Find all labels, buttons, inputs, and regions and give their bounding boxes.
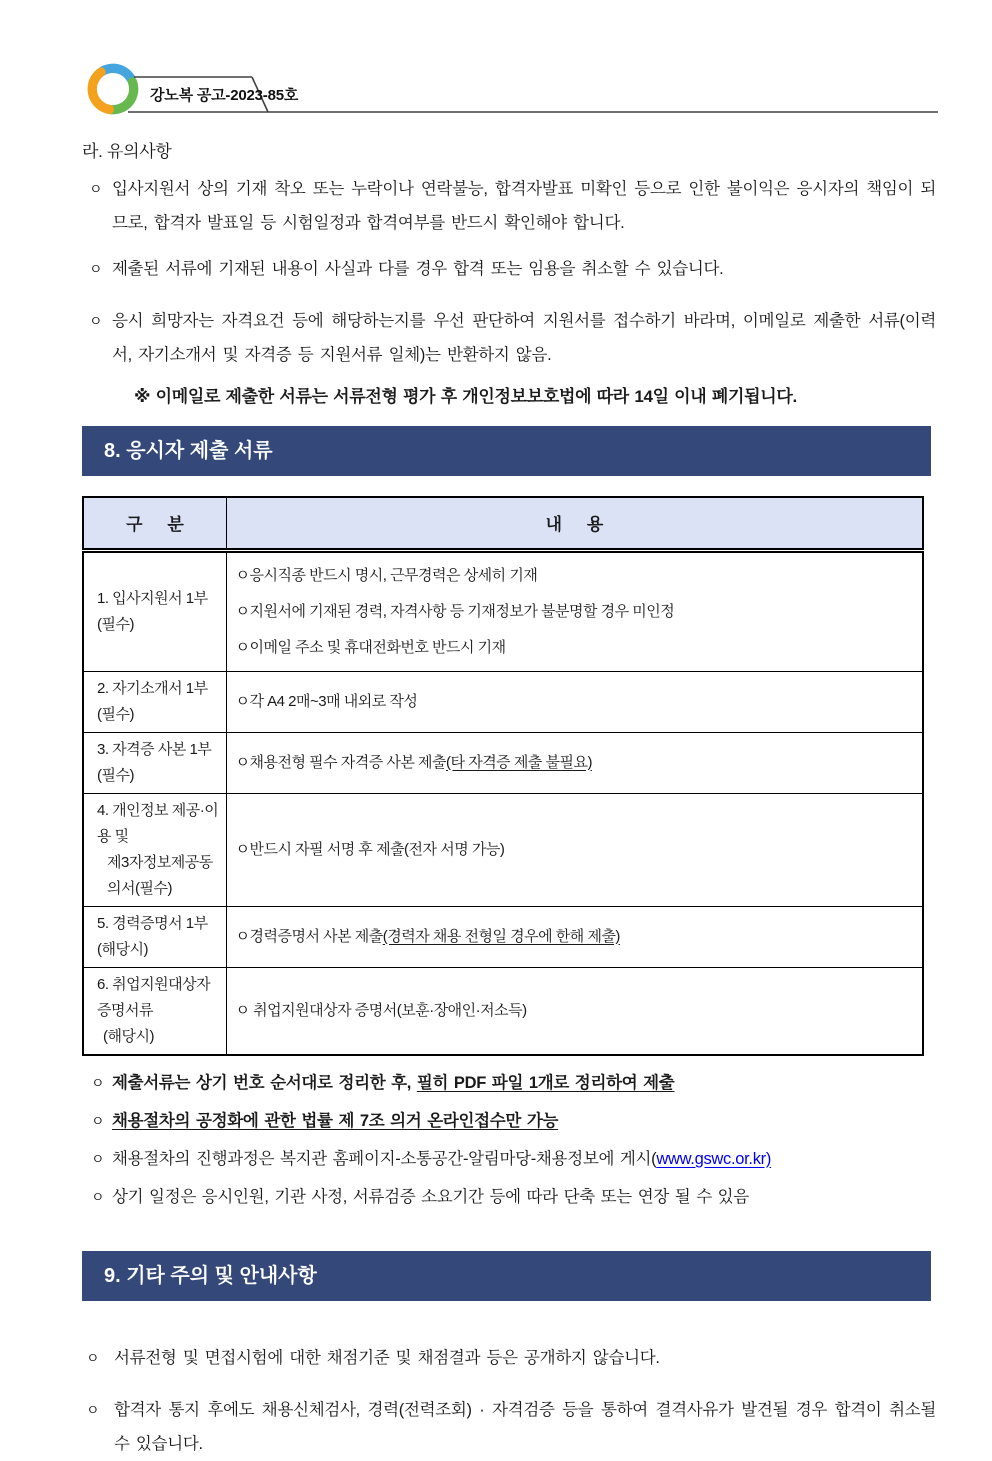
section9-items bbox=[82, 1341, 936, 1461]
content-text: ㅇ채용전형 필수 자격증 사본 제출 bbox=[235, 753, 447, 771]
bullet-marker: ㅇ bbox=[86, 1401, 100, 1418]
footnote-text-underlined: 필히 PDF 파일 1개로 정리하여 제출 bbox=[416, 1073, 675, 1092]
footnote-text-plain: 제출서류는 상기 번호 순서대로 정리한 후, bbox=[112, 1073, 417, 1092]
content-cell: ㅇ반드시 자필 서명 후 제출(전자 서명 가능) bbox=[226, 793, 923, 906]
category-line: 제3자정보제공동의서(필수) bbox=[107, 853, 213, 897]
table-row bbox=[83, 550, 923, 671]
bullet-marker: ㅇ bbox=[89, 181, 103, 197]
note-item bbox=[82, 304, 936, 372]
table-row bbox=[83, 671, 923, 732]
note-text: 서류전형 및 면접시험에 대한 채점기준 및 채점결과 등은 공개하지 않습니다. bbox=[114, 1348, 660, 1367]
section9-title-bar bbox=[82, 1251, 931, 1301]
submission-documents-table bbox=[82, 496, 924, 1056]
bullet-marker: ㅇ bbox=[91, 1112, 105, 1129]
category-cell bbox=[83, 793, 226, 906]
content-cell bbox=[226, 550, 923, 671]
note-text: 입사지원서 상의 기재 착오 또는 누락이나 연락불능, 합격자발표 미확인 등으로 인한 불이익은 응시자의 책임이 되므로, 합격자 발표일 등 시험일정과 합격여부를 반드시 확인해야 합니다. bbox=[112, 180, 936, 232]
section9-title: 9. 기타 주의 및 안내사항 bbox=[104, 1264, 317, 1287]
footnote-item bbox=[82, 1108, 936, 1135]
footnote-text bbox=[112, 1146, 936, 1173]
content-underlined: (타 자격증 제출 불필요) bbox=[446, 753, 592, 771]
content-cell: ㅇ 취업지원대상자 증명서(보훈·장애인·저소득) bbox=[226, 967, 923, 1055]
email-retention-warning: ※ 이메일로 제출한 서류는 서류전형 평가 후 개인정보보호법에 따라 14일 이내 폐기됩니다. bbox=[134, 387, 797, 406]
website-link[interactable]: www.gswc.or.kr) bbox=[656, 1149, 772, 1168]
category-cell: 5. 경력증명서 1부(해당시) bbox=[83, 906, 226, 967]
bullet-marker: ㅇ bbox=[91, 1188, 105, 1205]
bullet-marker: ㅇ bbox=[89, 261, 103, 277]
section8-title-bar bbox=[82, 426, 931, 476]
col-header-content: 내 용 bbox=[226, 497, 923, 550]
category-cell: 3. 자격증 사본 1부 (필수) bbox=[83, 732, 226, 793]
table-header-row bbox=[83, 497, 923, 550]
col-header-category: 구 분 bbox=[83, 497, 226, 550]
content-line: ㅇ지원서에 기재된 경력, 자격사항 등 기재정보가 불분명할 경우 미인정 bbox=[235, 602, 675, 620]
footnote-text bbox=[112, 1108, 936, 1135]
note-item bbox=[82, 1341, 936, 1375]
content-underlined: (경력자 채용 전형일 경우에 한해 제출) bbox=[382, 927, 620, 945]
table-row bbox=[83, 793, 923, 906]
category-line: 6. 취업지원대상자 증명서류 bbox=[97, 975, 211, 1019]
note-text: 합격자 통지 후에도 채용신체검사, 경력(전력조회) · 자격검증 등을 통하여 결격사유가 발견될 경우 합격이 취소될 수 있습니다. bbox=[114, 1400, 936, 1453]
note-item bbox=[82, 1393, 936, 1461]
category-cell: 1. 입사지원서 1부(필수) bbox=[83, 550, 226, 671]
category-line: 4. 개인정보 제공·이용 및 bbox=[97, 801, 219, 845]
section8-title: 8. 응시자 제출 서류 bbox=[104, 440, 273, 462]
bullet-marker: ㅇ bbox=[86, 1349, 100, 1366]
content-line: ㅇ응시직종 반드시 명시, 근무경력은 상세히 기재 bbox=[235, 566, 538, 584]
category-cell bbox=[83, 967, 226, 1055]
category-cell: 2. 자기소개서 1부 (필수) bbox=[83, 671, 226, 732]
note-text: 응시 희망자는 자격요건 등에 해당하는지를 우선 판단하여 지원서를 접수하기 바라며, 이메일로 제출한 서류(이력서, 자기소개서 및 자격증 등 지원서류 일체)는 반환하지 않음. bbox=[112, 312, 936, 364]
content-cell: ㅇ각 A4 2매~3매 내외로 작성 bbox=[226, 671, 923, 732]
footnote-text: 상기 일정은 응시인원, 기관 사정, 서류검증 소요기간 등에 따라 단축 또는 연장 될 수 있음 bbox=[112, 1187, 749, 1206]
note-item bbox=[82, 172, 936, 240]
doc-number: 강노복 공고-2023-85호 bbox=[150, 87, 299, 104]
footnote-text-plain: 채용절차의 진행과정은 복지관 홈페이지-소통공간-알림마당-채용정보에 게시( bbox=[112, 1149, 657, 1168]
bullet-marker: ㅇ bbox=[91, 1074, 105, 1091]
footnote-item bbox=[82, 1184, 936, 1211]
table-footnotes bbox=[82, 1070, 936, 1211]
table-row bbox=[83, 967, 923, 1055]
bullet-marker: ㅇ bbox=[91, 1150, 105, 1167]
table-row bbox=[83, 906, 923, 967]
bullet-marker: ㅇ bbox=[89, 313, 103, 329]
content-cell bbox=[226, 906, 923, 967]
category-line: (해당시) bbox=[103, 1027, 154, 1045]
footnote-item bbox=[82, 1070, 936, 1097]
footnote-item bbox=[82, 1146, 936, 1173]
footnote-text-underlined: 채용절차의 공정화에 관한 법률 제 7조 의거 온라인접수만 가능 bbox=[112, 1111, 559, 1130]
note-item bbox=[82, 252, 936, 286]
content-line: ㅇ이메일 주소 및 휴대전화번호 반드시 기재 bbox=[235, 638, 506, 656]
footnote-text bbox=[112, 1070, 936, 1097]
content-text: ㅇ경력증명서 사본 제출 bbox=[235, 927, 383, 945]
notes-heading: 라. 유의사항 bbox=[82, 142, 172, 161]
content-cell bbox=[226, 732, 923, 793]
table-row bbox=[83, 732, 923, 793]
note-text: 제출된 서류에 기재된 내용이 사실과 다를 경우 합격 또는 임용을 취소할 수 있습니다. bbox=[112, 260, 724, 278]
